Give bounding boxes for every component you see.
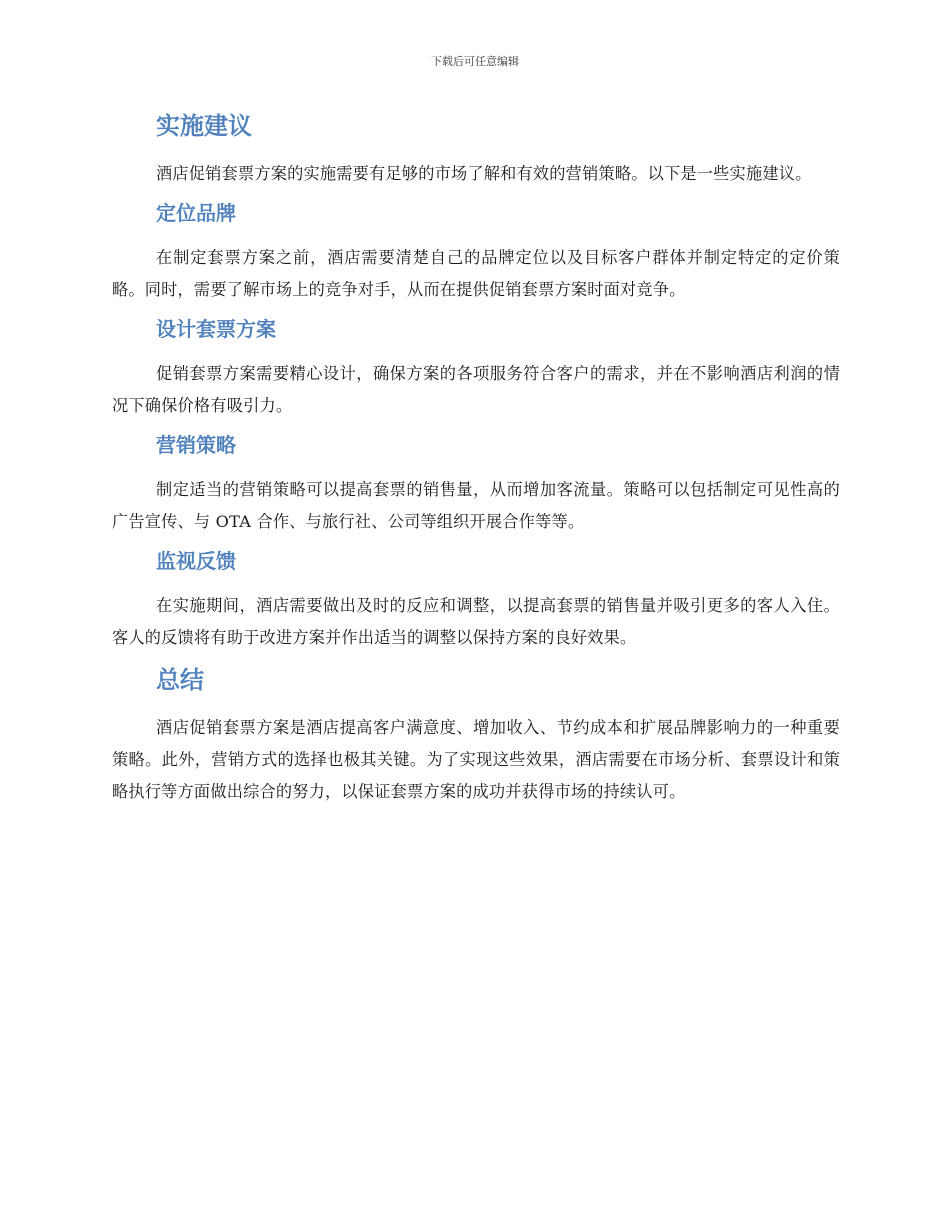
document-title: 实施建议: [156, 112, 252, 140]
section-heading-marketing-strategy: 营销策略: [156, 433, 236, 457]
section-paragraph-package-design: 促销套票方案需要精心设计，确保方案的各项服务符合客户的需求，并在不影响酒店利润的情况下确保价格有吸引力。: [112, 364, 840, 415]
summary-paragraph: 酒店促销套票方案是酒店提高客户满意度、增加收入、节约成本和扩展品牌影响力的一种重要策略。此外，营销方式的选择也极其关键。为了实现这些效果，酒店需要在市场分析、套票设计和策略执行等方面做出综合的努力，以保证套票方案的成功并获得市场的持续认可。: [112, 718, 840, 801]
section-heading-brand-positioning: 定位品牌: [156, 201, 236, 225]
section-paragraph-feedback-monitoring: 在实施期间，酒店需要做出及时的反应和调整，以提高套票的销售量并吸引更多的客人入住。客人的反馈将有助于改进方案并作出适当的调整以保持方案的良好效果。: [112, 596, 840, 647]
page-header-note: 下载后可任意编辑: [431, 55, 519, 68]
document-body: [112, 108, 840, 808]
summary-heading: 总结: [156, 666, 204, 694]
section-paragraph-marketing-strategy: 制定适当的营销策略可以提高套票的销售量，从而增加客流量。策略可以包括制定可见性高的广告宣传、与 OTA 合作、与旅行社、公司等组织开展合作等等。: [112, 480, 840, 531]
section-heading-feedback-monitoring: 监视反馈: [156, 549, 236, 573]
section-heading-package-design: 设计套票方案: [156, 317, 276, 341]
intro-paragraph: 酒店促销套票方案的实施需要有足够的市场了解和有效的营销策略。以下是一些实施建议。: [156, 164, 812, 183]
section-paragraph-brand-positioning: 在制定套票方案之前，酒店需要清楚自己的品牌定位以及目标客户群体并制定特定的定价策略。同时，需要了解市场上的竞争对手，从而在提供促销套票方案时面对竞争。: [112, 248, 840, 299]
